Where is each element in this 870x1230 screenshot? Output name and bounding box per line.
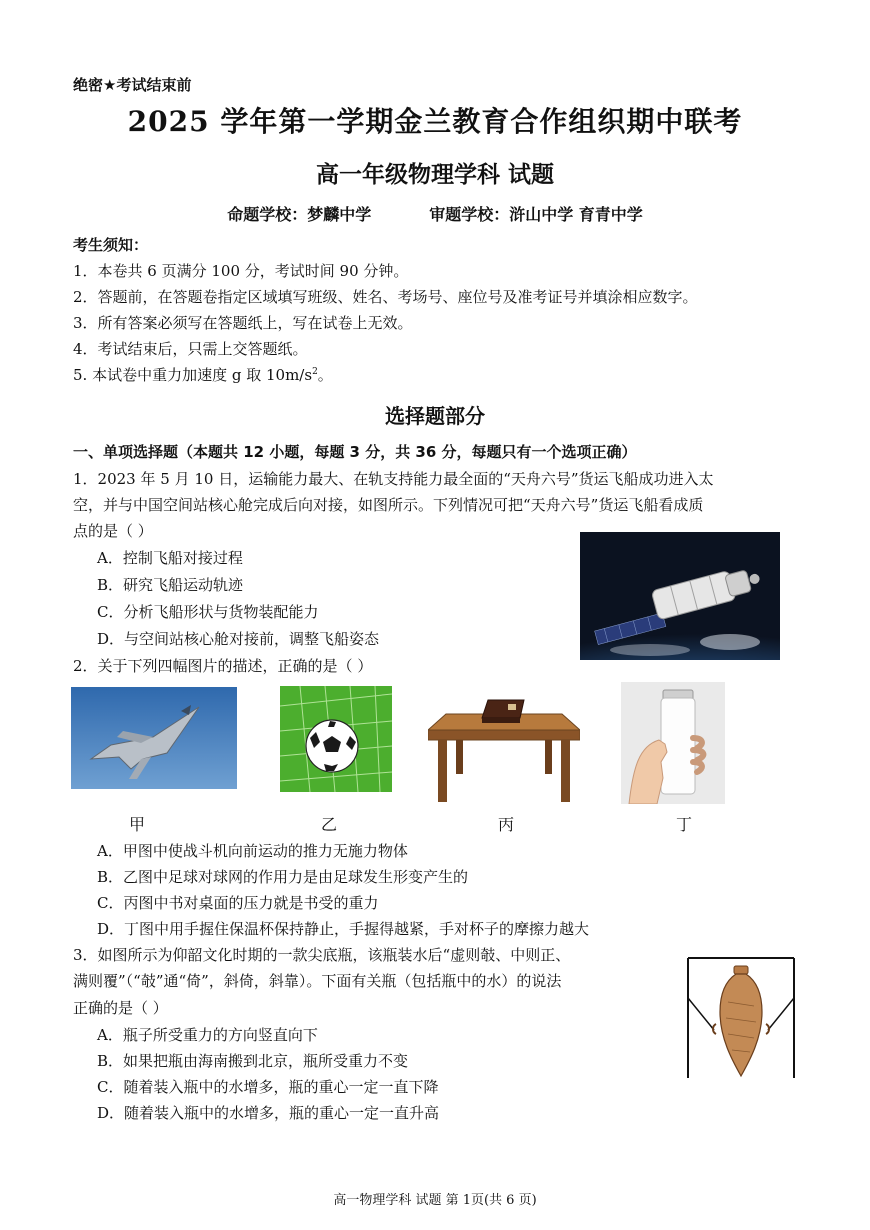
notice-item-5-end: 。 <box>317 366 333 384</box>
question-1-option-d: D．与空间站核心舱对接前，调整飞船姿态 <box>97 630 380 648</box>
question-1-line: 点的是（ ） <box>73 522 153 540</box>
caption-jia: 甲 <box>128 815 145 834</box>
thermos-image <box>621 682 725 804</box>
question-1-option-c: C．分析飞船形状与货物装配能力 <box>97 603 319 621</box>
caption-ding: 丁 <box>675 815 692 834</box>
question-3-line: 满则覆”（“攲”通“倚”，斜倚，斜靠）。下面有关瓶（包括瓶中的水）的说法 <box>73 972 562 990</box>
notice-item: 4．考试结束后，只需上交答题纸。 <box>73 340 308 358</box>
question-3-option-d: D．随着装入瓶中的水增多，瓶的重心一定一直升高 <box>97 1104 440 1122</box>
confidential-label: 绝密★考试结束前 <box>73 76 192 94</box>
question-3-line: 3．如图所示为仰韶文化时期的一款尖底瓶，该瓶装水后“虚则攲、中则正、 <box>73 946 571 964</box>
exam-subtitle: 高一年级物理学科 试题 <box>315 161 554 188</box>
question-1-line: 1．2023 年 5 月 10 日，运输能力最大、在轨支持能力最全面的“天舟六号”货运飞船成功进入太 <box>73 470 714 488</box>
proposer-school: 命题学校：梦麟中学 <box>227 205 372 224</box>
soccer-ball-image <box>280 686 392 792</box>
caption-yi: 乙 <box>320 815 337 834</box>
fighter-jet-image <box>71 687 237 789</box>
notice-item-5-text: 5. 本试卷中重力加速度 g 取 10m/s <box>73 366 313 384</box>
question-3-option-c: C．随着装入瓶中的水增多，瓶的重心一定一直下降 <box>97 1078 439 1096</box>
notice-heading: 考生须知： <box>73 236 149 254</box>
notice-item: 3．所有答案必须写在答题纸上，写在试卷上无效。 <box>73 314 413 332</box>
question-1-line: 空，并与中国空间站核心舱完成后向对接，如图所示。下列情况可把“天舟六号”货运飞船看成质 <box>73 496 704 514</box>
exponent: 2 <box>312 367 318 377</box>
question-2-option-a: A．甲图中使战斗机向前运动的推力无施力物体 <box>97 842 408 860</box>
question-3-option-b: B．如果把瓶由海南搬到北京，瓶所受重力不变 <box>97 1052 409 1070</box>
exam-title: 2025 学年第一学期金兰教育合作组织期中联考 <box>127 105 743 138</box>
notice-item: 2．答题前，在答题卷指定区域填写班级、姓名、考场号、座位号及准考证号并填涂相应数字。 <box>73 288 698 306</box>
question-1-option-b: B．研究飞船运动轨迹 <box>97 576 244 594</box>
part-heading: 一、单项选择题（本题共 12 小题，每题 3 分，共 36 分，每题只有一个选项正确） <box>73 443 637 461</box>
school-info <box>0 202 870 225</box>
question-2-stem: 2．关于下列四幅图片的描述，正确的是（ ） <box>73 657 373 675</box>
spacecraft-image <box>580 532 780 660</box>
question-2-option-b: B．乙图中足球对球网的作用力是由足球发生形变产生的 <box>97 868 469 886</box>
caption-bing: 丙 <box>497 815 514 834</box>
question-1-option-a: A．控制飞船对接过程 <box>97 549 243 567</box>
question-3-line: 正确的是（ ） <box>73 999 168 1017</box>
notice-item: 1．本卷共 6 页满分 100 分，考试时间 90 分钟。 <box>73 262 409 280</box>
section-title: 选择题部分 <box>385 404 485 428</box>
question-3-option-a: A．瓶子所受重力的方向竖直向下 <box>97 1026 318 1044</box>
table-book-image <box>428 682 580 804</box>
pointed-bottle-image <box>684 952 798 1080</box>
page-footer: 高一物理学科 试题 第 1页(共 6 页) <box>333 1193 537 1208</box>
reviewer-school: 审题学校：浒山中学 育青中学 <box>429 205 643 224</box>
question-2-option-d: D．丁图中用手握住保温杯保持静止，手握得越紧，手对杯子的摩擦力越大 <box>97 920 590 938</box>
question-2-option-c: C．丙图中书对桌面的压力就是书受的重力 <box>97 894 379 912</box>
notice-item-5 <box>73 364 333 385</box>
